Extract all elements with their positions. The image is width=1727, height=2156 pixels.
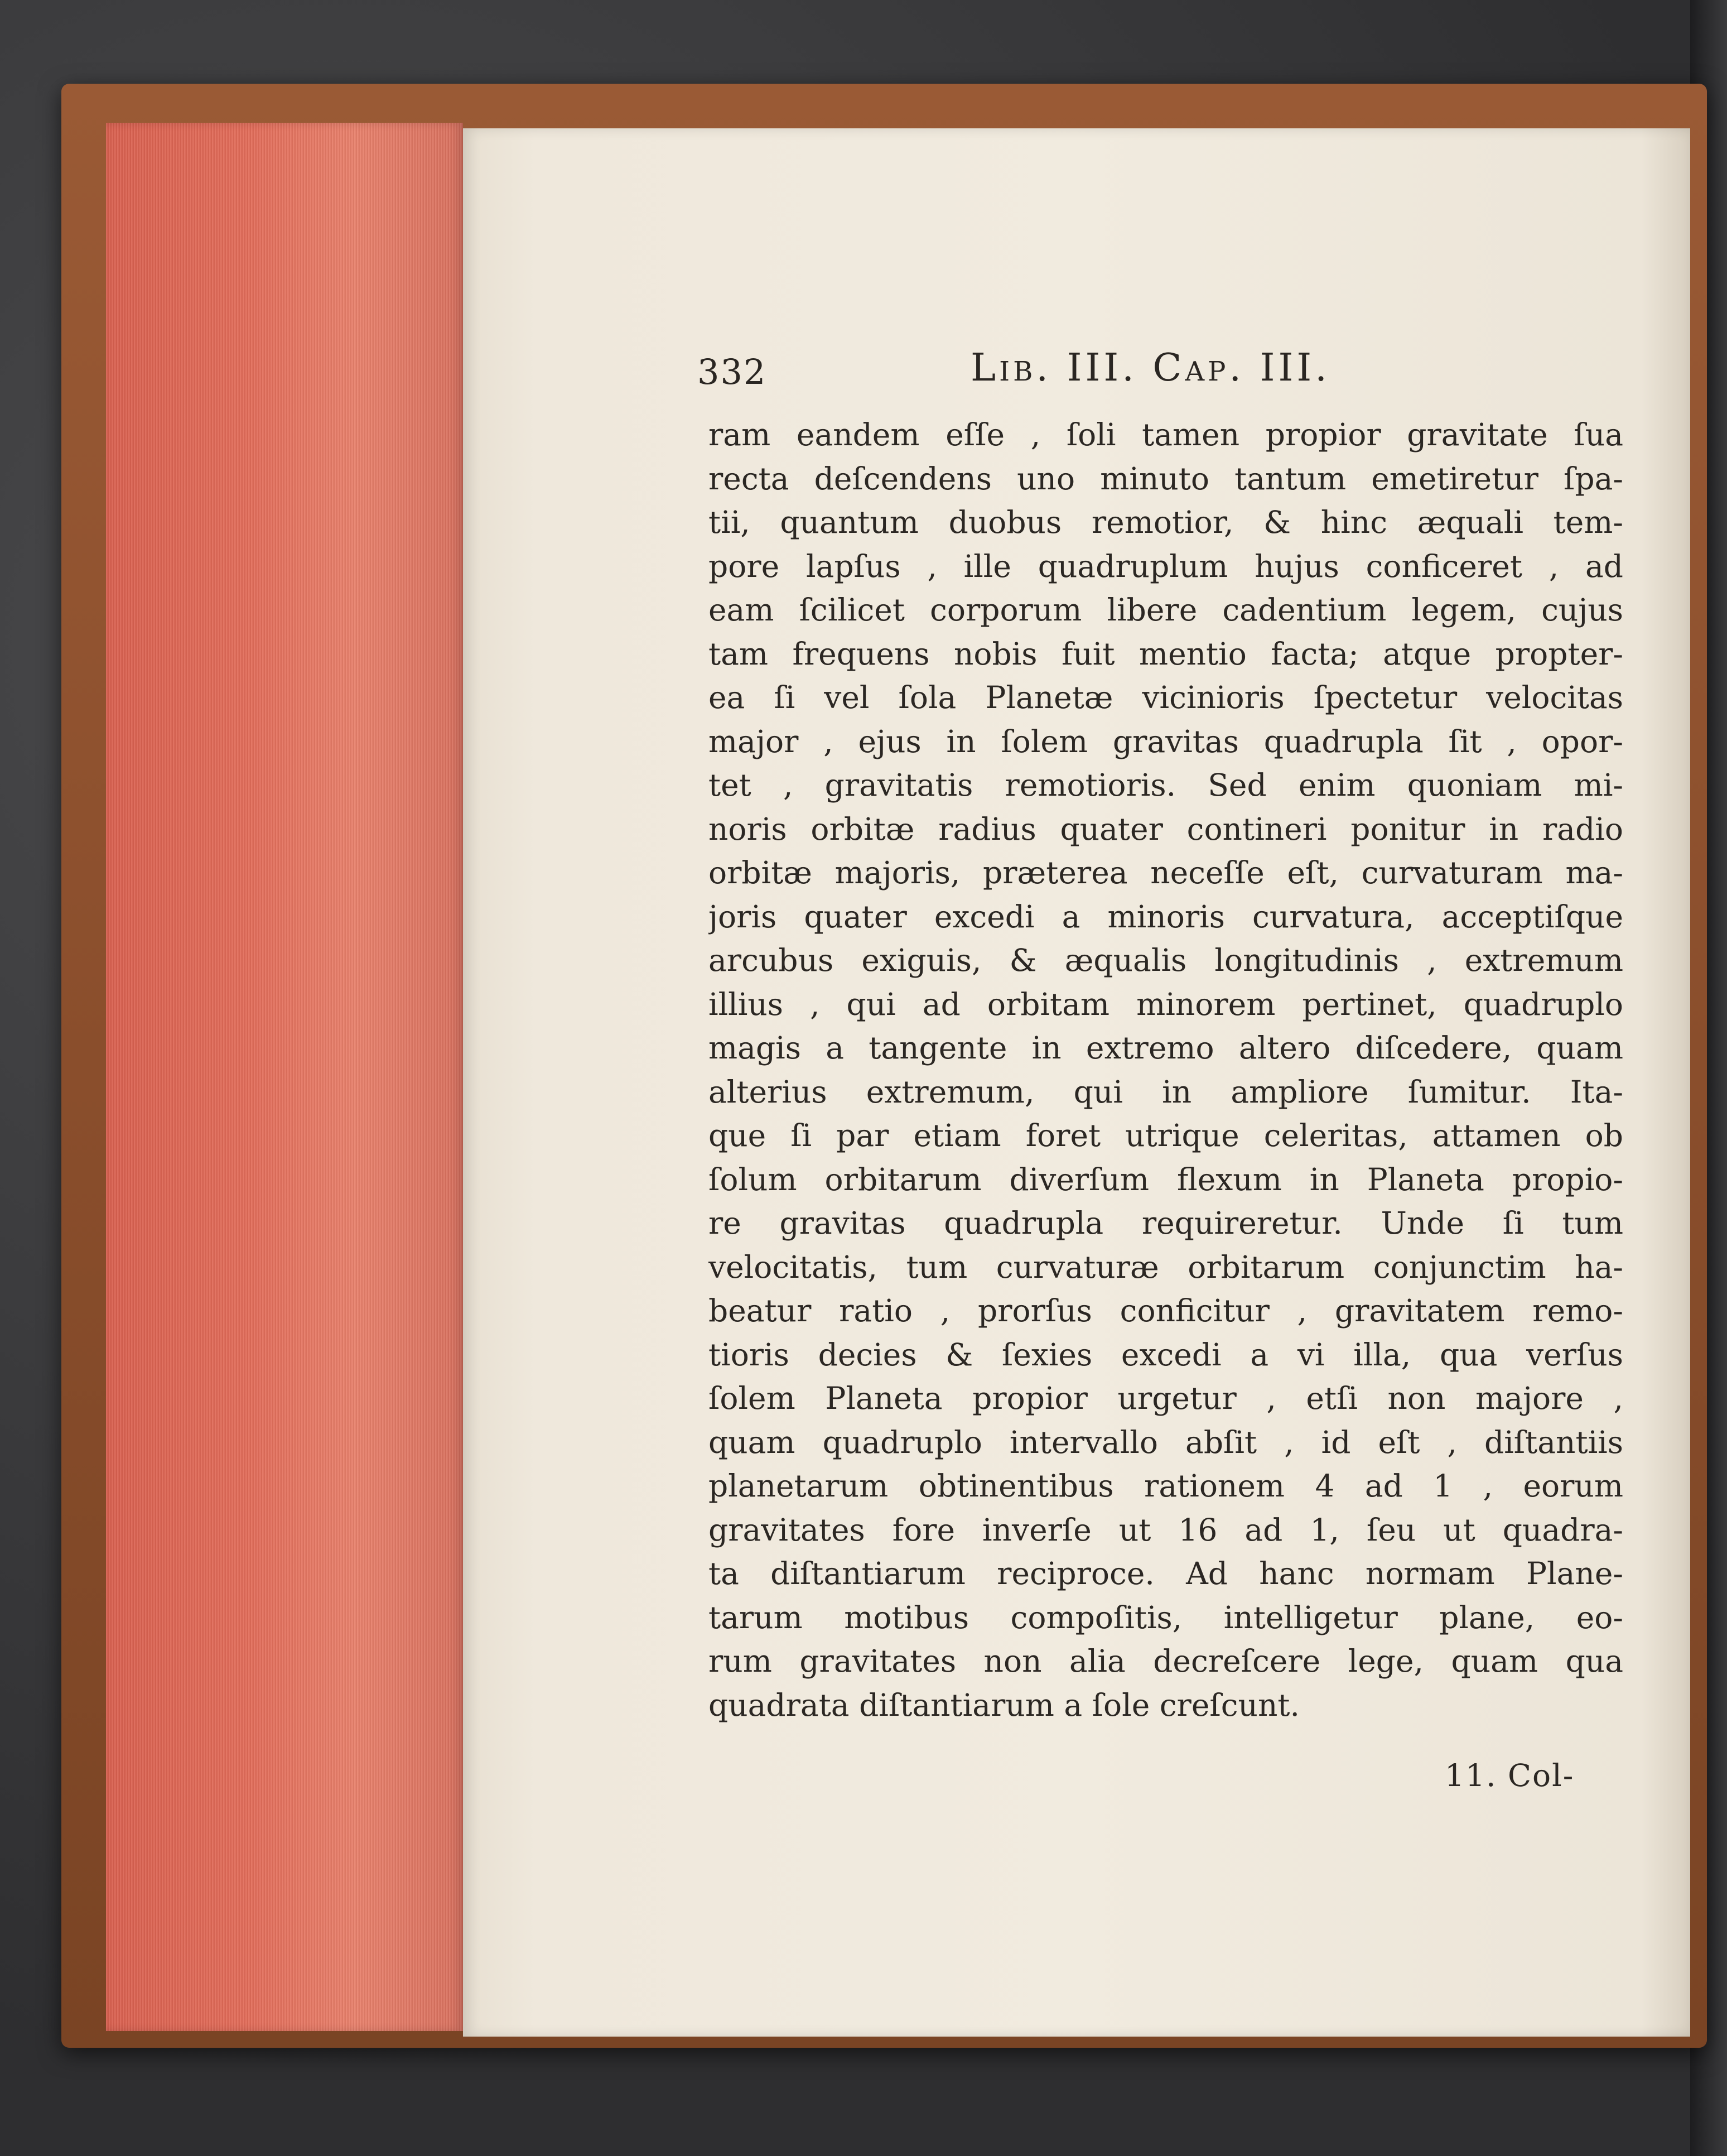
text-line: ſolem Planeta propior urgetur , etſi non majore ,	[708, 1380, 1623, 1416]
text-line: quam quadruplo intervallo abſit , id eſt , diſtantiis	[708, 1424, 1623, 1460]
text-line: tam frequens nobis fuit mentio facta; atque propter-	[708, 636, 1623, 672]
text-line: re gravitas quadrupla requireretur. Unde ſi tum	[708, 1205, 1623, 1241]
running-head	[697, 346, 1701, 402]
text-line: illius , qui ad orbitam minorem pertinet, quadruplo	[708, 986, 1623, 1022]
text-line: tarum motibus compoſitis, intelligetur plane, eo-	[708, 1599, 1623, 1635]
text-line: rum gravitates non alia decreſcere lege, quam qua	[708, 1643, 1623, 1679]
text-line: ſolum orbitarum diverſum flexum in Planeta propio-	[708, 1161, 1623, 1197]
text-line: noris orbitæ radius quater contineri ponitur in radio	[708, 811, 1623, 847]
text-line: velocitatis, tum curvaturæ orbitarum conjunctim ha-	[708, 1249, 1623, 1285]
text-line: alterius extremum, qui in ampliore ſumitur. Ita-	[708, 1074, 1623, 1110]
catchword: 11. Col-	[1445, 1758, 1575, 1793]
text-line: tii, quantum duobus remotior, & hinc æquali tem-	[708, 504, 1623, 540]
text-line: ea ſi vel ſola Planetæ vicinioris ſpectetur velocitas	[708, 680, 1623, 715]
text-line: tioris decies & ſexies excedi a vi illa, qua verſus	[708, 1336, 1623, 1373]
text-line: orbitæ majoris, præterea neceſſe eſt, curvaturam ma-	[708, 855, 1623, 891]
running-title: Lib. III. Cap. III.	[971, 346, 1330, 390]
text-line: planetarum obtinentibus rationem 4 ad 1 , eorum	[708, 1468, 1623, 1504]
text-line: ram eandem eſſe , ſoli tamen propior gravitate ſua	[708, 417, 1623, 453]
text-line: ta diſtantiarum reciproce. Ad hanc normam Plane-	[708, 1556, 1623, 1591]
text-line: magis a tangente in extremo altero diſcedere, quam	[708, 1030, 1623, 1066]
text-line: recta deſcendens uno minuto tantum emetiretur ſpa-	[708, 460, 1623, 497]
text-line: joris quater excedi a minoris curvatura, acceptiſque	[708, 898, 1623, 935]
text-line: quadrata diſtantiarum a ſole creſcunt.	[708, 1687, 1300, 1723]
page-number: 332	[697, 352, 767, 392]
red-page-edge	[106, 123, 463, 2031]
text-line: tet , gravitatis remotioris. Sed enim quoniam mi-	[708, 767, 1623, 803]
text-line: arcubus exiguis, & æqualis longitudinis , extremum	[708, 942, 1623, 978]
body-text	[708, 413, 1623, 1727]
text-line: eam ſcilicet corporum libere cadentium legem, cujus	[708, 592, 1623, 628]
text-line: pore lapſus , ille quadruplum hujus conficeret , ad	[708, 548, 1623, 584]
text-line: major , ejus in ſolem gravitas quadrupla ſit , opor-	[708, 723, 1623, 759]
text-line: gravitates fore inverſe ut 16 ad 1, ſeu ut quadra-	[708, 1512, 1623, 1548]
text-line: que ſi par etiam foret utrique celeritas, attamen ob	[708, 1118, 1623, 1153]
text-line: beatur ratio , prorſus conficitur , gravitatem remo-	[708, 1293, 1623, 1329]
